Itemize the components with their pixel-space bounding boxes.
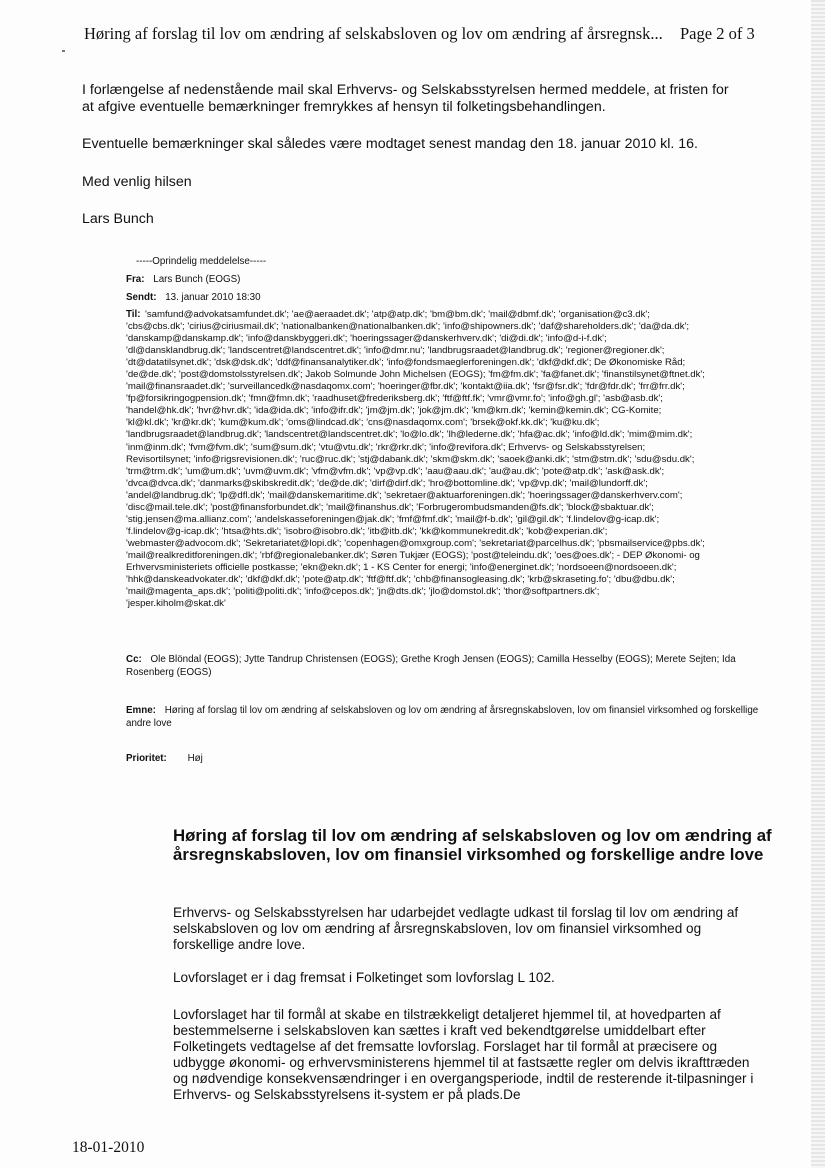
to-recipient-line: Revisortilsynet; 'info@rigsrevisionen.dk'; 'ruc@ruc.dk'; 'stj@dabank.dk'; 'skm@skm.dk'; 'saoek@anki.dk'; 'stm@stm.dk'; 'sdu@sdu.dk'; — [126, 453, 695, 465]
to-recipient-line: 'fp@forsikringogpension.dk'; 'fmn@fmn.dk'; 'raadhuset@frederiksberg.dk'; 'ftf@ftf.fk'; 'vmr@vmr.fo'; 'info@gh.gl'; 'asb@asb.dk'; — [126, 393, 663, 405]
from-row — [126, 274, 240, 285]
to-recipient-line: 'trm@trm.dk'; 'um@um.dk'; 'uvm@uvm.dk'; 'vfm@vfm.dk'; 'vp@vp.dk'; 'aau@aau.dk'; 'au@au.dk'; 'pote@atp.dk'; 'ask@ask.dk'; — [126, 465, 665, 477]
to-recipient-line: 'webmaster@advocom.dk'; 'Sekretariatet@lopi.dk'; 'copenhagen@omxgroup.com'; 'sekretariat@parcelhus.dk'; 'pbsmailservice@pbs.dk'; — [126, 537, 705, 549]
page-header-title: Høring af forslag til lov om ændring af selskabsloven og lov om ændring af årsregnsk... — [84, 24, 663, 43]
from-value: Lars Bunch (EOGS) — [153, 274, 241, 285]
article-paragraph-3: Lovforslaget har til formål at skabe en tilstrækkeligt detaljeret hjemmel til, at hovedparten af bestemmelserne i selskabsloven kan sættes i kraft ved bekendtgørelse umiddelbart efter Folketingets vedtagelse af det fremsatte lovforslag. Forslaget har til formål at præcisere og udbygge økonomi- og erhvervsministerens hjemmel til at fastsætte regler om delvis ikrafttræden og nødvendige konsekvensændringer i en overgangsperiode, indtil de resterende it-tilpasninger i Erhvervs- og Selskabsstyrelsens it-system er på plads.De — [173, 1007, 754, 1102]
from-label: Fra: — [126, 274, 145, 285]
article-paragraph-1: Erhvervs- og Selskabsstyrelsen har udarbejdet vedlagte udkast til forslag til lov om ændring af selskabsloven og lov om ændring af årsregnskabsloven, lov om finansiel virksomhed og forskellige andre love. — [173, 905, 739, 952]
to-recipient-line: 'samfund@advokatsamfundet.dk'; 'ae@aeraadet.dk'; 'atp@atp.dk'; 'bm@bm.dk'; 'mail@dbmf.dk'; 'organisation@c3.dk'; — [145, 309, 650, 320]
to-recipients — [126, 309, 756, 610]
to-recipient-line: 'kl@kl.dk'; 'kr@kr.dk'; 'kum@kum.dk'; 'oms@lindcad.dk'; 'cns@nasdaqomx.com'; 'brsek@okf.kk.dk'; 'ku@ku.dk'; — [126, 417, 600, 429]
to-recipient-line: 'mail@finansraadet.dk'; 'surveillancedk@nasdaqomx.com'; 'hoeringer@fbr.dk'; 'kontakt@iia.dk'; 'fsr@fsr.dk'; 'fdr@fdr.dk'; 'frr@frr.dk'; — [126, 381, 685, 393]
page-number: Page 2 of 3 — [680, 24, 755, 43]
to-recipient-line: 'inm@inm.dk'; 'fvm@fvm.dk'; 'sum@sum.dk'; 'vtu@vtu.dk'; 'rkr@rkr.dk'; 'info@revifora.dk'; Erhvervs- og Selskabsstyrelsen; — [126, 441, 646, 453]
cc-label: Cc: — [126, 654, 142, 665]
to-recipient-line: 'jesper.kiholm@skat.dk' — [126, 598, 226, 610]
sent-value: 13. januar 2010 18:30 — [165, 292, 261, 303]
subject-value: Høring af forslag til lov om ændring af selskabsloven og lov om ændring af årsregnskabsloven, lov om finansiel virksomhed og forskellige andre love — [126, 705, 759, 729]
to-recipient-line: 'danskamp@danskamp.dk'; 'info@danskbyggeri.dk'; 'hoeringssager@danskerhverv.dk'; 'di@di.dk'; 'info@d-i-f.dk'; — [126, 333, 607, 345]
intro-paragraph: I forlængelse af nedenstående mail skal Erhvervs- og Selskabsstyrelsen hermed meddele, at fristen for at afgive eventuelle bemærkninger fremrykkes af hensyn til folketingsbehandlingen. — [82, 82, 729, 115]
sent-row — [126, 292, 261, 303]
to-recipient-line: 'dl@dansklandbrug.dk'; 'landscentret@landscentret.dk'; 'info@dmr.nu'; 'landbrugsraadet@landbrug.dk'; 'regioner@regioner.dk'; — [126, 345, 665, 357]
scan-speck — [62, 50, 65, 52]
scan-edge-shading — [811, 0, 825, 1168]
footer-date: 18-01-2010 — [72, 1139, 145, 1156]
to-recipient-line: 'de@de.dk'; 'post@domstolsstyrelsen.dk'; Jakob Solmunde John Michelsen (EOGS); 'fm@fm.dk'; 'fa@fanet.dk'; 'finanstilsynet@ftnet.dk'; — [126, 369, 705, 381]
greeting: Med venlig hilsen — [82, 174, 192, 190]
to-recipient-line: 'stig.jensen@ma.allianz.com'; 'andelskasseforeningen@jak.dk'; 'fmf@fmf.dk'; 'mail@f-b.dk'; 'gil@gil.dk'; 'f.lindelov@g-icap.dk'; — [126, 513, 660, 525]
signature: Lars Bunch — [82, 211, 154, 227]
to-recipient-line: 'hhk@danskeadvokater.dk'; 'dkf@dkf.dk'; 'pote@atp.dk'; 'ftf@ftf.dk'; 'chb@finansogleasing.dk'; 'krb@skraseting.fo'; 'dbu@dbu.dk'; — [126, 574, 675, 586]
deadline-paragraph: Eventuelle bemærkninger skal således være modtaget senest mandag den 18. januar 2010 kl. 16. — [82, 136, 698, 152]
to-recipient-line: 'mail@magenta_aps.dk'; 'politi@politi.dk'; 'info@cepos.dk'; 'jn@dts.dk'; 'jlo@domstol.dk'; 'thor@softpartners.dk'; — [126, 586, 600, 598]
to-recipient-line: Erhvervsministeriets officielle postkasse; 'ekn@ekn.dk'; 1 - KS Center for energi; 'info@energinet.dk'; 'nordsoeen@nordsoeen.dk'; — [126, 561, 677, 573]
cc-row — [126, 654, 766, 679]
original-message-separator: -----Oprindelig meddelelse----- — [136, 256, 267, 267]
to-recipient-line: 'f.lindelov@g-icap.dk'; 'htsa@hts.dk'; 'isobro@isobro.dk'; 'itb@itb.dk'; 'kk@kommunekredit.dk'; 'kob@experian.dk'; — [126, 525, 608, 537]
sent-label: Sendt: — [126, 292, 157, 303]
priority-label: Prioritet: — [126, 753, 167, 764]
subject-label: Emne: — [126, 705, 156, 716]
to-label: Til: — [126, 309, 141, 320]
to-recipient-line: 'dvca@dvca.dk'; 'danmarks@skibskredit.dk'; 'de@de.dk'; 'dirf@dirf.dk'; 'hro@bottomline.dk'; 'vp@vp.dk'; 'mail@lundorff.dk'; — [126, 477, 648, 489]
to-recipient-line: 'cbs@cbs.dk'; 'cirius@ciriusmail.dk'; 'nationalbanken@nationalbanken.dk'; 'info@shipowners.dk'; 'daf@shareholders.dk'; 'da@da.dk'; — [126, 321, 690, 333]
article-paragraph-2: Lovforslaget er i dag fremsat i Folketinget som lovforslag L 102. — [173, 970, 555, 985]
priority-row — [126, 753, 203, 764]
cc-value: Ole Blöndal (EOGS); Jytte Tandrup Christensen (EOGS); Grethe Krogh Jensen (EOGS); Camilla Hesselby (EOGS); Merete Sejten; Ida Rosenberg (EOGS) — [126, 654, 736, 678]
to-recipient-line: 'disc@mail.tele.dk'; 'post@finansforbundet.dk'; 'mail@finanshus.dk'; 'Forbrugerombudsmanden@fs.dk'; 'block@sbaktuar.dk'; — [126, 501, 654, 513]
priority-value: Høj — [187, 753, 203, 764]
subject-row — [126, 705, 766, 730]
article-heading: Høring af forslag til lov om ændring af selskabsloven og lov om ændring af årsregnskabsloven, lov om finansiel virksomhed og forskellige andre love — [173, 826, 772, 864]
to-recipient-line: 'landbrugsraadet@landbrug.dk'; 'landscentret@landscentret.dk'; 'lo@lo.dk'; 'lh@lederne.dk'; 'hfa@ac.dk'; 'info@ld.dk'; 'mim@mim.dk'; — [126, 429, 693, 441]
to-recipient-line: 'mail@realkreditforeningen.dk'; 'rbf@regionalebanker.dk'; Søren Tukjær (EOGS); 'post@teleindu.dk'; 'oes@oes.dk'; - DEP Økonomi- og — [126, 549, 700, 561]
to-recipient-line: 'andel@landbrug.dk'; 'lp@dfl.dk'; 'mail@danskemaritime.dk'; 'sekretaer@aktuarforeningen.dk'; 'hoeringssager@danskerhverv.com'; — [126, 489, 683, 501]
to-recipient-line: 'dt@datatilsynet.dk'; 'dsk@dsk.dk'; 'ddf@finansanalytiker.dk'; 'info@fondsmaeglerforeningen.dk'; 'dkf@dkf.dk'; De Økonomiske Råd; — [126, 357, 686, 369]
to-recipient-line: 'handel@hk.dk'; 'hvr@hvr.dk'; 'ida@ida.dk'; 'info@ifr.dk'; 'jm@jm.dk'; 'jok@jm.dk'; 'km@km.dk'; 'kemin@kemin.dk'; CG-Komite; — [126, 405, 662, 417]
